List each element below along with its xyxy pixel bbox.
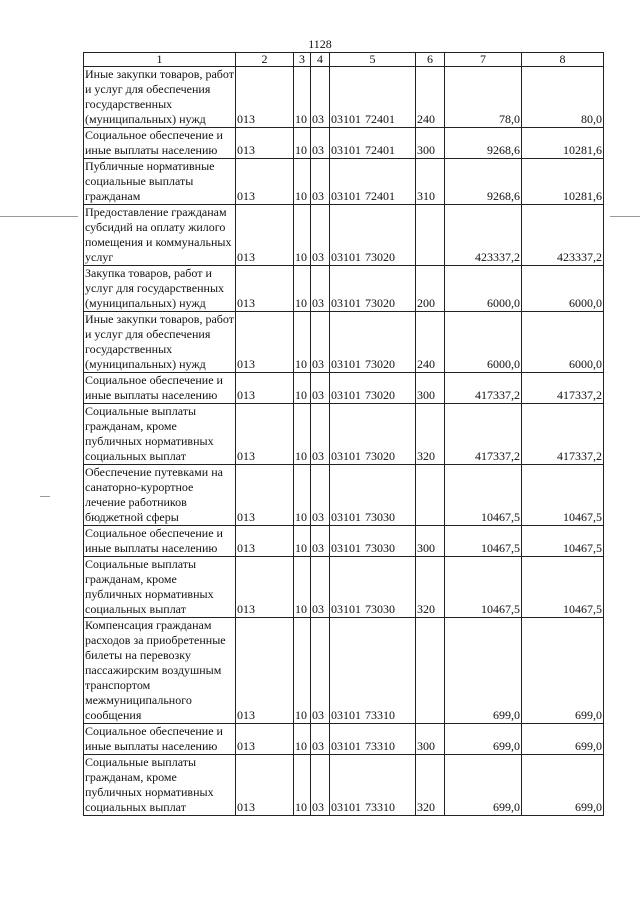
ministry-code-cell: 013 xyxy=(236,724,294,755)
article-code-part-b: 73310 xyxy=(365,800,395,814)
amount-year-2-cell: 10467,5 xyxy=(522,526,604,557)
ministry-code-cell: 013 xyxy=(236,557,294,618)
row-name-cell: Социальные выплаты гражданам, кроме публичных нормативных социальных выплат xyxy=(84,755,236,816)
ministry-code-cell: 013 xyxy=(236,465,294,526)
subsection-code-cell: 03 xyxy=(311,266,330,312)
expense-type-cell: 320 xyxy=(416,404,445,465)
section-code-cell: 10 xyxy=(294,755,311,816)
subsection-code-cell: 03 xyxy=(311,755,330,816)
ministry-code-cell: 013 xyxy=(236,526,294,557)
table-row xyxy=(84,205,604,266)
section-code-cell: 10 xyxy=(294,128,311,159)
row-name-cell: Социальные выплаты гражданам, кроме публичных нормативных социальных выплат xyxy=(84,557,236,618)
article-code-part-a: 03101 xyxy=(331,602,361,616)
ministry-code-cell: 013 xyxy=(236,67,294,128)
amount-year-1-cell: 423337,2 xyxy=(445,205,522,266)
ministry-code-cell: 013 xyxy=(236,755,294,816)
expense-type-cell: 200 xyxy=(416,266,445,312)
expense-type-cell: 310 xyxy=(416,159,445,205)
article-code-cell xyxy=(330,465,416,526)
row-name-cell: Публичные нормативные социальные выплаты гражданам xyxy=(84,159,236,205)
article-code-part-a: 03101 xyxy=(331,449,361,463)
table-row xyxy=(84,67,604,128)
subsection-code-cell: 03 xyxy=(311,67,330,128)
section-code-cell: 10 xyxy=(294,618,311,724)
ministry-code-cell: 013 xyxy=(236,159,294,205)
article-code-part-a: 03101 xyxy=(331,541,361,555)
amount-year-2-cell: 699,0 xyxy=(522,618,604,724)
scan-artifact-line xyxy=(0,216,78,217)
amount-year-2-cell: 699,0 xyxy=(522,724,604,755)
ministry-code-cell: 013 xyxy=(236,618,294,724)
column-header: 5 xyxy=(330,53,416,67)
amount-year-2-cell: 417337,2 xyxy=(522,404,604,465)
article-code-cell xyxy=(330,526,416,557)
article-code-part-b: 73020 xyxy=(365,357,395,371)
column-header: 1 xyxy=(84,53,236,67)
amount-year-1-cell: 78,0 xyxy=(445,67,522,128)
section-code-cell: 10 xyxy=(294,724,311,755)
amount-year-2-cell: 80,0 xyxy=(522,67,604,128)
ministry-code-cell: 013 xyxy=(236,312,294,373)
ministry-code-cell: 013 xyxy=(236,128,294,159)
article-code-part-a: 03101 xyxy=(331,296,361,310)
column-header: 3 xyxy=(294,53,311,67)
column-header: 7 xyxy=(445,53,522,67)
section-code-cell: 10 xyxy=(294,557,311,618)
expense-type-cell: 300 xyxy=(416,724,445,755)
table-body xyxy=(84,67,604,816)
article-code-part-b: 73020 xyxy=(365,296,395,310)
section-code-cell: 10 xyxy=(294,373,311,404)
row-name-cell: Социальное обеспечение и иные выплаты населению xyxy=(84,526,236,557)
amount-year-1-cell: 10467,5 xyxy=(445,526,522,557)
subsection-code-cell: 03 xyxy=(311,618,330,724)
table-row xyxy=(84,465,604,526)
subsection-code-cell: 03 xyxy=(311,526,330,557)
article-code-part-a: 03101 xyxy=(331,250,361,264)
article-code-cell xyxy=(330,404,416,465)
table-row xyxy=(84,312,604,373)
section-code-cell: 10 xyxy=(294,266,311,312)
column-header: 4 xyxy=(311,53,330,67)
article-code-part-a: 03101 xyxy=(331,143,361,157)
row-name-cell: Иные закупки товаров, работ и услуг для обеспечения государственных (муниципальных) нужд xyxy=(85,67,234,126)
expense-type-cell: 240 xyxy=(416,67,445,128)
table-row xyxy=(84,526,604,557)
ministry-code-cell: 013 xyxy=(236,205,294,266)
subsection-code-cell: 03 xyxy=(311,205,330,266)
expense-type-cell: 300 xyxy=(416,526,445,557)
article-code-part-a: 03101 xyxy=(331,112,361,126)
row-name-cell: Иные закупки товаров, работ и услуг для обеспечения государственных (муниципальных) нужд xyxy=(85,312,234,371)
amount-year-2-cell: 699,0 xyxy=(522,755,604,816)
article-code-cell xyxy=(330,159,416,205)
amount-year-2-cell: 417337,2 xyxy=(522,373,604,404)
scan-artifact-line xyxy=(610,216,640,217)
subsection-code-cell: 03 xyxy=(311,724,330,755)
amount-year-2-cell: 10467,5 xyxy=(522,465,604,526)
article-code-cell xyxy=(330,128,416,159)
expense-type-cell: 320 xyxy=(416,755,445,816)
row-name-cell: Обеспечение путевками на санаторно-курортное лечение работников бюджетной сферы xyxy=(84,465,236,526)
article-code-cell xyxy=(330,266,416,312)
table-row xyxy=(84,159,604,205)
article-code-part-a: 03101 xyxy=(331,510,361,524)
section-code-cell: 10 xyxy=(294,526,311,557)
row-name-cell: Компенсация гражданам расходов за приобретенные билеты на перевозку пассажирским воздушным транспортом межмуниципального сообщения xyxy=(84,618,236,724)
row-name-cell: Социальные выплаты гражданам, кроме публичных нормативных социальных выплат xyxy=(84,404,236,465)
row-name-cell: Социальное обеспечение и иные выплаты населению xyxy=(84,373,236,404)
article-code-cell xyxy=(330,67,416,128)
amount-year-2-cell: 10281,6 xyxy=(522,159,604,205)
article-code-cell xyxy=(330,373,416,404)
column-header: 2 xyxy=(236,53,294,67)
table-row xyxy=(84,266,604,312)
expense-type-cell: 300 xyxy=(416,128,445,159)
amount-year-1-cell: 417337,2 xyxy=(445,404,522,465)
amount-year-1-cell: 10467,5 xyxy=(445,557,522,618)
table-row xyxy=(84,128,604,159)
amount-year-1-cell: 417337,2 xyxy=(445,373,522,404)
amount-year-1-cell: 10467,5 xyxy=(445,465,522,526)
article-code-part-a: 03101 xyxy=(331,708,361,722)
ministry-code-cell: 013 xyxy=(236,373,294,404)
section-code-cell: 10 xyxy=(294,205,311,266)
section-code-cell: 10 xyxy=(294,159,311,205)
subsection-code-cell: 03 xyxy=(311,557,330,618)
row-name-cell: Социальное обеспечение и иные выплаты населению xyxy=(84,724,236,755)
subsection-code-cell: 03 xyxy=(311,404,330,465)
column-header: 8 xyxy=(522,53,604,67)
table-row xyxy=(84,404,604,465)
article-code-cell xyxy=(330,618,416,724)
subsection-code-cell: 03 xyxy=(311,128,330,159)
row-name-cell: Закупка товаров, работ и услуг для государственных (муниципальных) нужд xyxy=(84,266,236,312)
subsection-code-cell: 03 xyxy=(311,465,330,526)
table-row xyxy=(84,618,604,724)
article-code-part-a: 03101 xyxy=(331,189,361,203)
amount-year-1-cell: 699,0 xyxy=(445,755,522,816)
ministry-code-cell: 013 xyxy=(236,404,294,465)
table-row xyxy=(84,724,604,755)
ministry-code-cell: 013 xyxy=(236,266,294,312)
article-code-cell xyxy=(330,312,416,373)
article-code-part-b: 73030 xyxy=(365,541,395,555)
expense-type-cell xyxy=(416,465,445,526)
expense-type-cell: 320 xyxy=(416,557,445,618)
article-code-part-b: 73030 xyxy=(365,602,395,616)
article-code-part-b: 72401 xyxy=(365,189,395,203)
subsection-code-cell: 03 xyxy=(311,159,330,205)
amount-year-2-cell: 10281,6 xyxy=(522,128,604,159)
article-code-part-b: 73310 xyxy=(365,739,395,753)
amount-year-1-cell: 699,0 xyxy=(445,724,522,755)
amount-year-2-cell: 6000,0 xyxy=(522,312,604,373)
subsection-code-cell: 03 xyxy=(311,373,330,404)
amount-year-2-cell: 6000,0 xyxy=(522,266,604,312)
expense-type-cell: 300 xyxy=(416,373,445,404)
table-row xyxy=(84,373,604,404)
amount-year-1-cell: 9268,6 xyxy=(445,159,522,205)
article-code-part-b: 72401 xyxy=(365,143,395,157)
amount-year-1-cell: 699,0 xyxy=(445,618,522,724)
row-name-cell: Предоставление гражданам субсидий на оплату жилого помещения и коммунальных услуг xyxy=(84,205,236,266)
amount-year-1-cell: 6000,0 xyxy=(445,312,522,373)
article-code-part-b: 73020 xyxy=(365,250,395,264)
article-code-part-a: 03101 xyxy=(331,800,361,814)
section-code-cell: 10 xyxy=(294,312,311,373)
budget-table xyxy=(83,52,604,816)
amount-year-2-cell: 10467,5 xyxy=(522,557,604,618)
article-code-part-a: 03101 xyxy=(331,739,361,753)
article-code-part-b: 73310 xyxy=(365,708,395,722)
header-row xyxy=(84,53,604,67)
article-code-cell xyxy=(330,724,416,755)
article-code-cell xyxy=(330,557,416,618)
table-row xyxy=(84,557,604,618)
amount-year-2-cell: 423337,2 xyxy=(522,205,604,266)
article-code-cell xyxy=(330,755,416,816)
scan-artifact-line xyxy=(40,496,50,497)
article-code-part-b: 73030 xyxy=(365,510,395,524)
expense-type-cell xyxy=(416,618,445,724)
article-code-part-b: 73020 xyxy=(365,449,395,463)
expense-type-cell xyxy=(416,205,445,266)
article-code-part-a: 03101 xyxy=(331,357,361,371)
article-code-cell xyxy=(330,205,416,266)
row-name-cell: Социальное обеспечение и иные выплаты населению xyxy=(84,128,236,159)
amount-year-1-cell: 6000,0 xyxy=(445,266,522,312)
section-code-cell: 10 xyxy=(294,67,311,128)
page-number: 1128 xyxy=(308,37,332,51)
subsection-code-cell: 03 xyxy=(311,312,330,373)
article-code-part-b: 73020 xyxy=(365,388,395,402)
table-row xyxy=(84,755,604,816)
section-code-cell: 10 xyxy=(294,465,311,526)
article-code-part-a: 03101 xyxy=(331,388,361,402)
section-code-cell: 10 xyxy=(294,404,311,465)
column-header: 6 xyxy=(416,53,445,67)
amount-year-1-cell: 9268,6 xyxy=(445,128,522,159)
expense-type-cell: 240 xyxy=(416,312,445,373)
article-code-part-b: 72401 xyxy=(365,112,395,126)
